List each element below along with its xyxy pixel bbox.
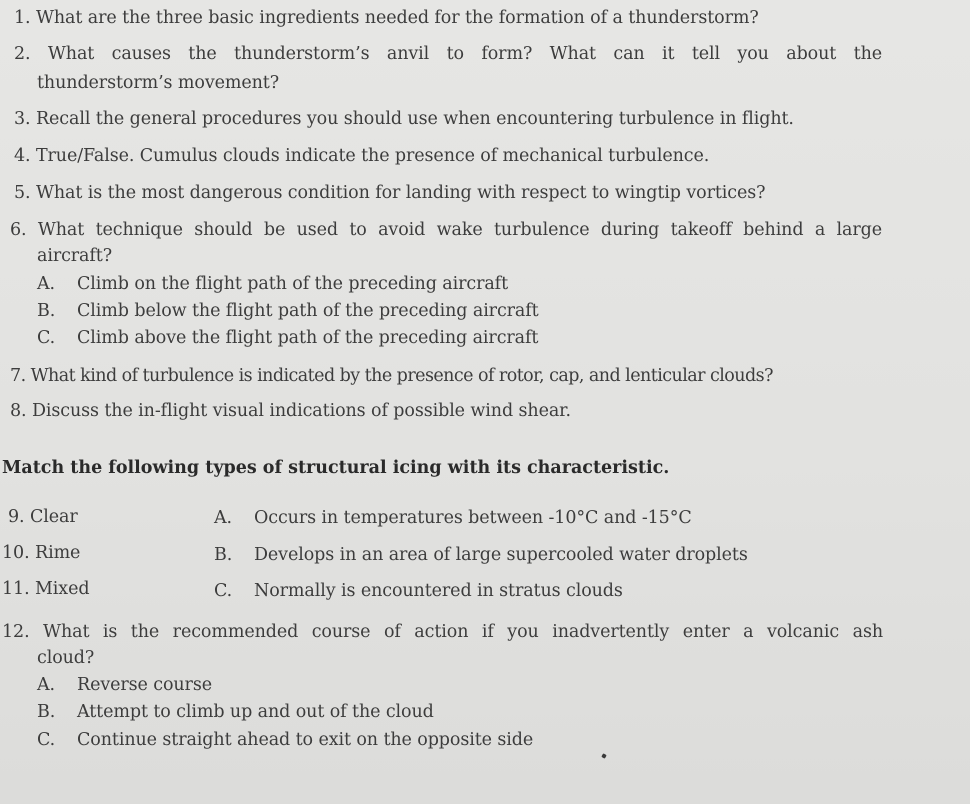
option-letter: A.: [37, 274, 56, 294]
choice-letter: A.: [214, 508, 233, 528]
choice-letter: B.: [214, 545, 233, 565]
option-text: Continue straight ahead to exit on the opposite side: [77, 730, 534, 750]
question-6-option-a: [37, 273, 508, 295]
match-item-9: 9. Clear: [8, 507, 78, 527]
match-item-11: 11. Mixed: [2, 579, 90, 599]
question-7: 7. What kind of turbulence is indicated by the presence of rotor, cap, and lenticular clouds?: [10, 366, 773, 386]
match-item-10: 10. Rime: [2, 543, 81, 563]
option-text: Reverse course: [77, 675, 212, 695]
option-letter: C.: [37, 730, 56, 750]
question-12-option-b: [37, 701, 434, 723]
question-4: 4. True/False. Cumulus clouds indicate the presence of mechanical turbulence.: [14, 146, 710, 166]
question-6-line-2: aircraft?: [37, 246, 112, 266]
match-section-heading: Match the following types of structural icing with its characteristic.: [2, 458, 670, 478]
match-choice-a: [214, 507, 692, 529]
question-3: 3. Recall the general procedures you should use when encountering turbulence in flight.: [14, 109, 794, 129]
question-8: 8. Discuss the in-flight visual indications of possible wind shear.: [10, 401, 571, 421]
question-12-option-a: [37, 674, 212, 696]
question-6-line-1: 6. What technique should be used to avoid wake turbulence during takeoff behind a large: [10, 220, 882, 240]
question-6-option-b: [37, 300, 539, 322]
choice-text: Develops in an area of large supercooled water droplets: [254, 545, 748, 565]
match-choice-c: [214, 580, 623, 602]
question-12-option-c: [37, 729, 533, 751]
option-letter: B.: [37, 301, 56, 321]
match-choice-b: [214, 544, 748, 566]
choice-letter: C.: [214, 581, 233, 601]
question-12-line-2: cloud?: [37, 648, 95, 668]
option-letter: A.: [37, 675, 56, 695]
option-text: Climb above the flight path of the preceding aircraft: [77, 328, 539, 348]
question-2-line-2: thunderstorm’s movement?: [37, 73, 279, 93]
question-12-line-1: 12. What is the recommended course of action if you inadvertently enter a volcanic ash: [2, 622, 883, 642]
question-1: 1. What are the three basic ingredients needed for the formation of a thunderstorm?: [14, 8, 759, 28]
option-letter: C.: [37, 328, 56, 348]
choice-text: Occurs in temperatures between -10°C and -15°C: [254, 508, 692, 528]
choice-text: Normally is encountered in stratus clouds: [254, 581, 623, 601]
option-letter: B.: [37, 702, 56, 722]
ink-mark: [601, 753, 606, 758]
question-6-option-c: [37, 327, 538, 349]
question-5: 5. What is the most dangerous condition for landing with respect to wingtip vortices?: [14, 183, 766, 203]
option-text: Attempt to climb up and out of the cloud: [77, 702, 434, 722]
option-text: Climb on the flight path of the preceding aircraft: [77, 274, 508, 294]
option-text: Climb below the flight path of the preceding aircraft: [77, 301, 539, 321]
question-2-line-1: 2. What causes the thunderstorm’s anvil to form? What can it tell you about the: [14, 44, 882, 64]
